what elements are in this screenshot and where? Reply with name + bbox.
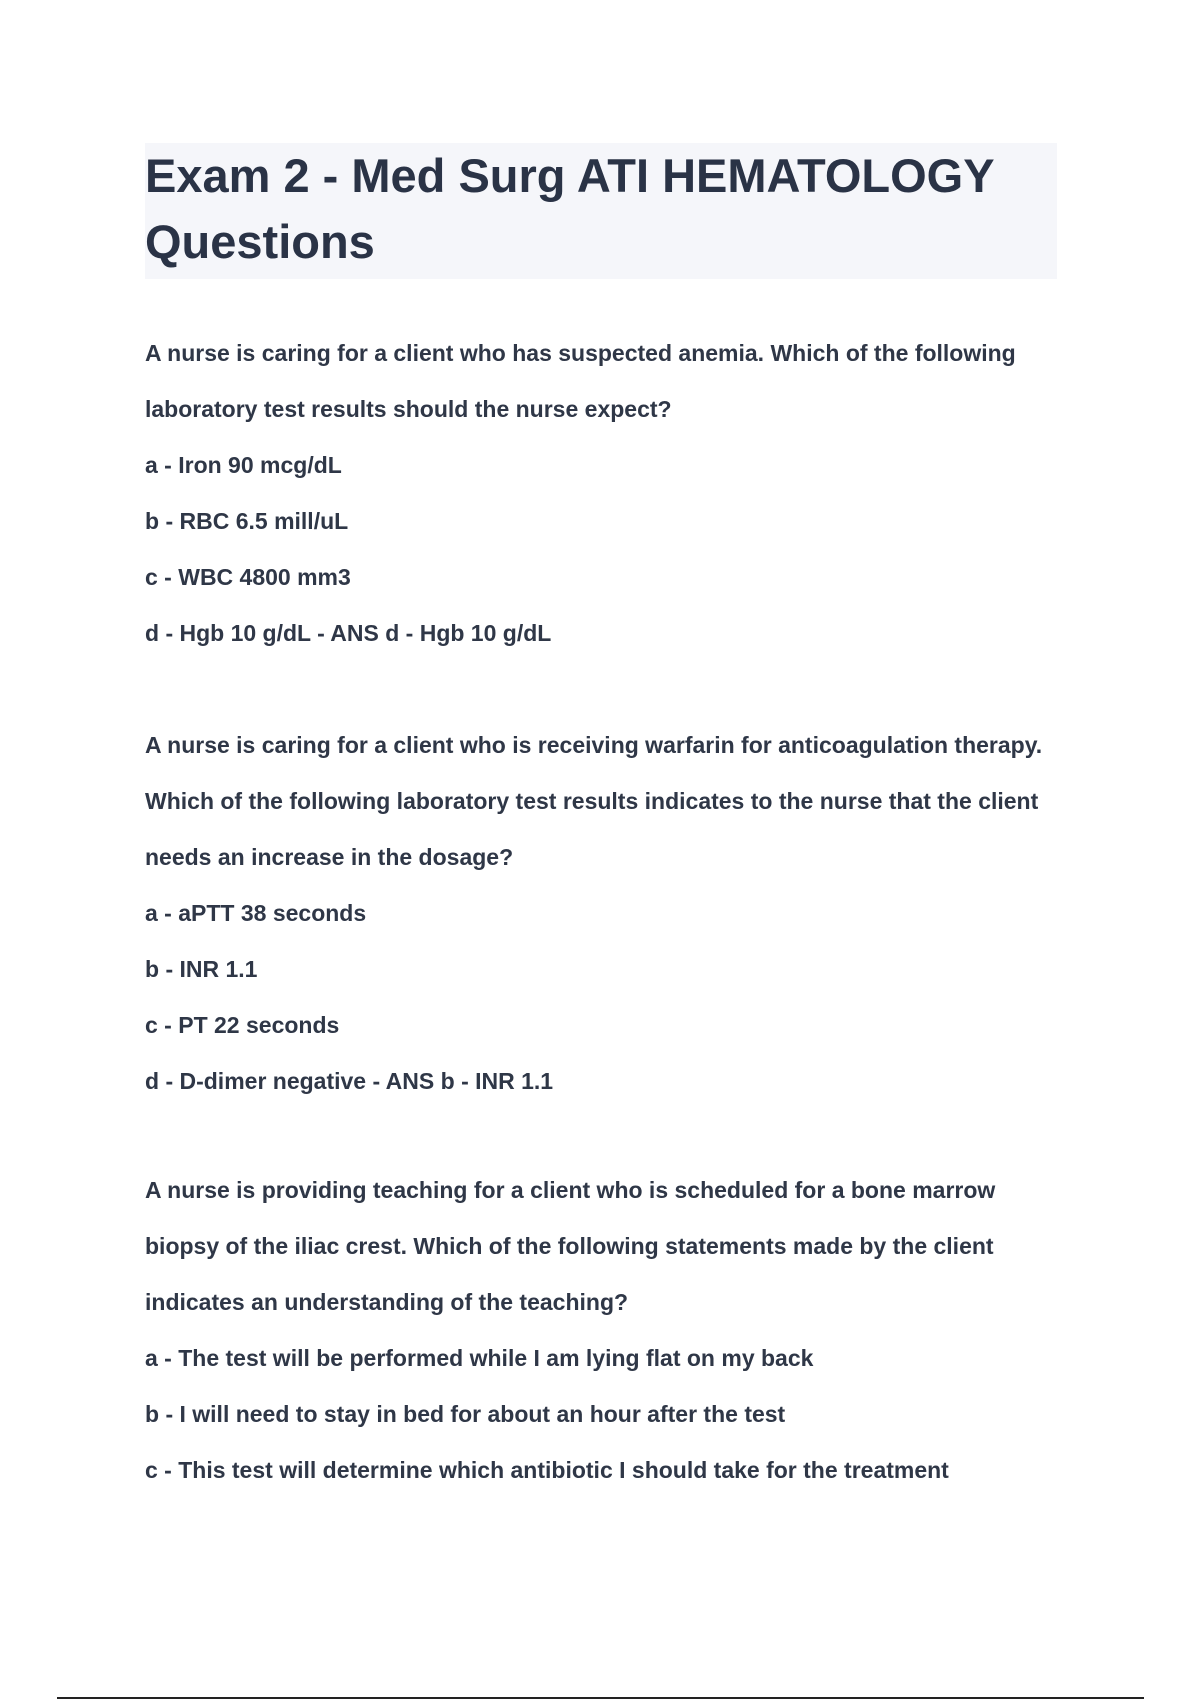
- question-stem: A nurse is caring for a client who has suspected anemia. Which of the following laboratory test results should the nurse expect?: [145, 340, 1016, 422]
- answer-option: b - INR 1.1: [145, 956, 258, 982]
- answer-option: a - aPTT 38 seconds: [145, 900, 367, 926]
- question-1: [145, 325, 1065, 661]
- answer-option: b - I will need to stay in bed for about an hour after the test: [145, 1401, 786, 1427]
- title-block: [145, 143, 1057, 279]
- page-title: Exam 2 - Med Surg ATI HEMATOLOGY Questions: [145, 149, 994, 268]
- question-2: [145, 717, 1065, 1109]
- answer-option: c - PT 22 seconds: [145, 1012, 340, 1038]
- question-stem: A nurse is providing teaching for a client who is scheduled for a bone marrow biopsy of the iliac crest. Which of the following statements made by the client indicates an understanding of the teaching?: [145, 1177, 996, 1315]
- answer-option: c - This test will determine which antibiotic I should take for the treatment: [145, 1457, 949, 1483]
- answer-option: a - The test will be performed while I am lying flat on my back: [145, 1345, 814, 1371]
- answer-option: a - Iron 90 mcg/dL: [145, 452, 342, 478]
- answer-option: c - WBC 4800 mm3: [145, 564, 351, 590]
- answer-option: d - D-dimer negative - ANS b - INR 1.1: [145, 1068, 554, 1094]
- answer-option: b - RBC 6.5 mill/uL: [145, 508, 349, 534]
- page-divider: [57, 1697, 1144, 1699]
- question-stem: A nurse is caring for a client who is receiving warfarin for anticoagulation therapy. Which of the following laboratory test results indicates to the nurse that the client needs an increase in the dosage?: [145, 732, 1043, 870]
- question-3: [145, 1162, 1065, 1498]
- answer-option: d - Hgb 10 g/dL - ANS d - Hgb 10 g/dL: [145, 620, 552, 646]
